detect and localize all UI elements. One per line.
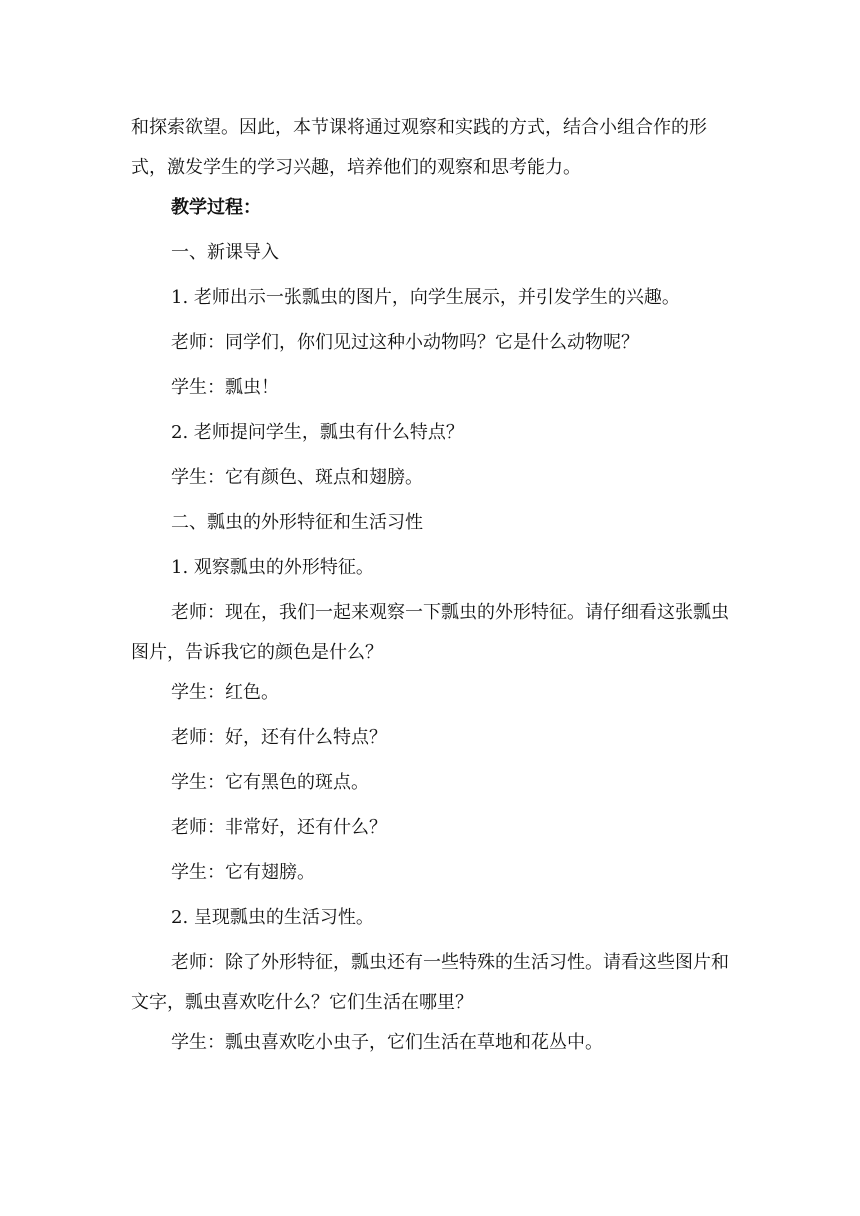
student-line: 学生：它有颜色、斑点和翅膀。 xyxy=(171,467,423,488)
step-paragraph: 1. 观察瓢虫的外形特征。 xyxy=(171,557,374,578)
teacher-line: 老师：除了外形特征，瓢虫还有一些特殊的生活习性。请看这些图片和文字，瓢虫喜欢吃什么？它们生活在哪里？ xyxy=(131,952,729,1013)
section-title-new-lesson: 一、新课导入 xyxy=(171,242,279,263)
intro-paragraph: 和探索欲望。因此，本节课将通过观察和实践的方式，结合小组合作的形式，激发学生的学习兴趣，培养他们的观察和思考能力。 xyxy=(131,117,707,178)
step-paragraph: 2. 老师提问学生，瓢虫有什么特点？ xyxy=(171,422,464,443)
step-paragraph: 2. 呈现瓢虫的生活习性。 xyxy=(171,907,374,928)
step-paragraph: 1. 老师出示一张瓢虫的图片，向学生展示，并引发学生的兴趣。 xyxy=(171,287,680,308)
student-line: 学生：瓢虫喜欢吃小虫子，它们生活在草地和花丛中。 xyxy=(171,1032,603,1053)
teacher-line: 老师：同学们，你们见过这种小动物吗？它是什么动物呢？ xyxy=(171,332,639,353)
teacher-line: 老师：好，还有什么特点？ xyxy=(171,727,387,748)
student-line: 学生：它有黑色的斑点。 xyxy=(171,772,369,793)
student-line: 学生：它有翅膀。 xyxy=(171,862,315,883)
section-heading-teaching-process: 教学过程： xyxy=(171,197,261,218)
document-body xyxy=(131,108,731,1068)
teacher-line: 老师：现在，我们一起来观察一下瓢虫的外形特征。请仔细看这张瓢虫图片，告诉我它的颜色是什么？ xyxy=(131,602,729,663)
section-title-features-habits: 二、瓢虫的外形特征和生活习性 xyxy=(171,512,423,533)
teacher-line: 老师：非常好，还有什么？ xyxy=(171,817,387,838)
student-line: 学生：瓢虫！ xyxy=(171,377,279,398)
student-line: 学生：红色。 xyxy=(171,682,279,703)
